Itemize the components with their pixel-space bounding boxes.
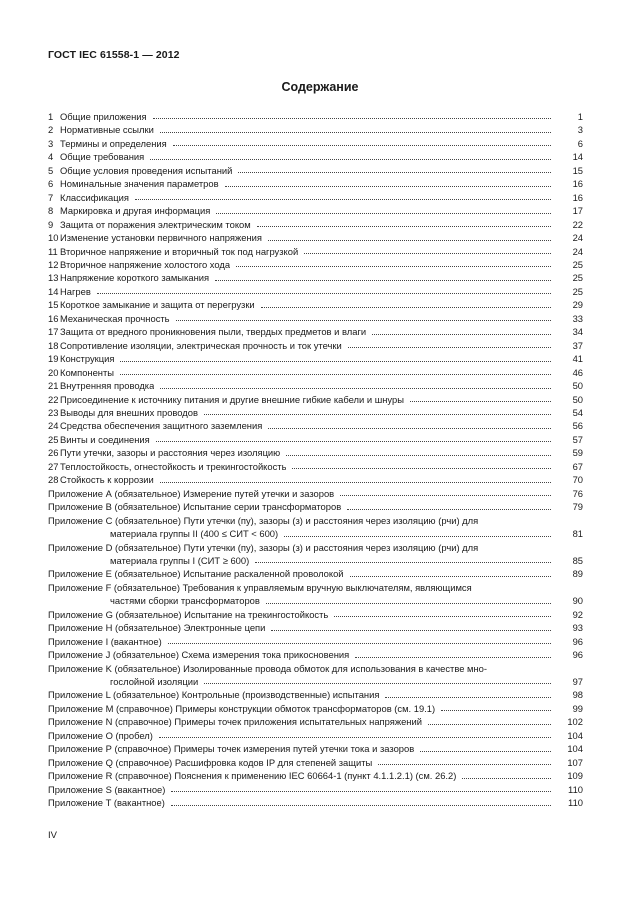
toc-leader-dots [350, 566, 551, 577]
toc-leader-dots [292, 458, 551, 469]
toc-leader-dots [257, 216, 551, 227]
toc-leader-dots [168, 633, 551, 644]
toc-leader-dots [171, 795, 551, 806]
toc-leader-dots [268, 418, 551, 429]
toc-appendix-title: Приложение N (справочное) Примеры точек приложения испытательных напряжений [48, 716, 422, 728]
toc-entry-number: 21 [48, 380, 59, 392]
toc-leader-dots [428, 714, 551, 725]
toc-appendix-title: Приложение Р (справочное) Примеры точек измерения путей утечки тока и зазоров [48, 743, 415, 755]
toc-entry-title: Нагрев [60, 285, 91, 297]
toc-entry-number: 1 [48, 111, 54, 122]
toc-leader-dots [268, 230, 551, 241]
toc-entry-title: Защита от вредного проникновения пыли, твердых предметов и влаги [60, 326, 367, 338]
toc-appendix-page: 98 [572, 689, 583, 701]
toc-entry-number: 11 [48, 245, 58, 257]
toc-appendix[interactable] [48, 500, 583, 513]
toc-entry-page: 1 [577, 111, 583, 122]
toc-appendix-title: Приложение Т (вакантное) [48, 797, 165, 809]
toc-entry-number: 14 [48, 285, 59, 297]
toc-entry-number: 9 [48, 218, 54, 230]
toc-entry-page: 34 [572, 326, 583, 338]
toc-appendix-title: Приложение С (обязательное) Пути утечки (пу), зазоры (з) и расстояния через изоляцию (рчи) для [48, 514, 479, 526]
toc-entry-page: 17 [572, 205, 583, 217]
toc-leader-dots [204, 673, 551, 684]
toc-appendix-title: Приложение F (обязательное) Требования к управляемым вручную выключателям, являющимся [48, 581, 472, 593]
toc-appendix-title: Приложение I (вакантное) [48, 635, 162, 647]
toc-leader-dots [372, 324, 551, 335]
toc-entry-page: 22 [572, 218, 583, 230]
toc-appendix-title: Приложение L (обязательное) Контрольные (производственные) испытания [48, 689, 380, 701]
toc-entry-number: 18 [48, 339, 59, 351]
toc-entry-title: Общие приложения [60, 111, 147, 122]
toc-appendix-title-cont: материала группы I (СИТ ≥ 600) [110, 554, 250, 566]
toc-entry-title: Средства обеспечения защитного заземления [60, 420, 263, 432]
toc-entry-page: 50 [572, 380, 583, 392]
toc-appendix-title: Приложение S (вакантное) [48, 783, 166, 795]
toc-leader-dots [160, 122, 551, 133]
toc-entry-number: 22 [48, 393, 59, 405]
toc-appendix-page: 104 [567, 743, 583, 755]
toc-leader-dots [441, 700, 551, 711]
toc-leader-dots [225, 176, 551, 187]
toc-appendix-title-cont: материала группы II (400 ≤ СИТ < 600) [110, 528, 279, 540]
toc-appendix-page: 93 [572, 622, 583, 634]
toc-appendix[interactable] [48, 648, 583, 661]
toc-appendix[interactable] [48, 514, 583, 541]
toc-entry-page: 25 [572, 272, 583, 284]
toc-entry-number: 26 [48, 447, 59, 459]
toc-appendix-title-cont: гослойной изоляции [110, 676, 199, 688]
toc-entry-title: Общие условия проведения испытаний [60, 164, 233, 176]
toc-leader-dots [304, 243, 551, 254]
toc-appendix-page: 79 [572, 501, 583, 513]
toc-entry-number: 28 [48, 474, 59, 486]
toc-leader-dots [160, 472, 551, 483]
toc-leader-dots [156, 431, 551, 442]
toc-appendix-continuation [48, 527, 583, 540]
toc-entry-page: 25 [572, 258, 583, 270]
toc-entry-page: 41 [572, 353, 583, 365]
toc-entry-page: 50 [572, 393, 583, 405]
table-of-contents [48, 110, 583, 810]
toc-entry-title: Пути утечки, зазоры и расстояния через изоляцию [60, 447, 281, 459]
toc-leader-dots [410, 391, 551, 402]
toc-appendix[interactable] [48, 567, 583, 580]
toc-entry-page: 46 [572, 366, 583, 378]
toc-entry-title: Механическая прочность [60, 312, 170, 324]
toc-appendix-page: 102 [567, 716, 583, 728]
toc-leader-dots [271, 620, 551, 631]
toc-leader-dots [159, 727, 551, 738]
toc-entry-title: Теплостойкость, огнестойкость и трекингостойкость [60, 460, 287, 472]
toc-appendix-page: 92 [572, 608, 583, 620]
toc-appendix-page: 104 [567, 729, 583, 741]
toc-entry-page: 14 [572, 151, 583, 163]
toc-appendix-page: 110 [568, 783, 583, 795]
toc-entry-number: 12 [48, 258, 59, 270]
toc-appendix-page: 90 [572, 595, 583, 607]
toc-appendix-page: 110 [568, 797, 583, 809]
toc-appendix-title: Приложение J (обязательное) Схема измерения тока прикосновения [48, 649, 350, 661]
toc-entry-number: 25 [48, 433, 59, 445]
toc-leader-dots [462, 768, 551, 779]
toc-leader-dots [348, 337, 551, 348]
toc-leader-dots [355, 647, 551, 658]
toc-entry-number: 3 [48, 137, 54, 149]
toc-entry-title: Конструкция [60, 353, 115, 365]
toc-entry-number: 23 [48, 406, 59, 418]
toc-entry-number: 7 [48, 191, 54, 203]
toc-entry-number: 17 [48, 326, 59, 338]
toc-appendix-page: 99 [572, 702, 583, 714]
toc-appendix-page: 97 [572, 676, 583, 688]
toc-entry-page: 57 [572, 433, 583, 445]
toc-entry-title: Короткое замыкание и защита от перегрузки [60, 299, 255, 311]
toc-leader-dots [238, 162, 551, 173]
toc-entry-title: Винты и соединения [60, 433, 150, 445]
toc-leader-dots [340, 485, 551, 496]
toc-entry-number: 2 [48, 124, 54, 136]
toc-entry-page: 15 [572, 164, 583, 176]
toc-entry-title: Термины и определения [60, 137, 167, 149]
toc-appendix-title: Приложение R (справочное) Пояснения к применению IEC 60664-1 (пункт 4.1.1.2.1) (см. 26.2) [48, 770, 457, 782]
toc-entry-page: 16 [572, 178, 583, 190]
toc-entry-number: 8 [48, 205, 54, 217]
toc-appendix-title: Приложение В (обязательное) Испытание серии трансформаторов [48, 501, 342, 513]
toc-leader-dots [284, 526, 551, 537]
toc-entry-title: Внутренняя проводка [60, 380, 155, 392]
toc-leader-dots [266, 593, 551, 604]
toc-entry-number: 20 [48, 366, 59, 378]
toc-appendix-page: 81 [572, 528, 583, 540]
toc-leader-dots [120, 364, 551, 375]
toc-entry-title: Сопротивление изоляции, электрическая прочность и ток утечки [60, 339, 342, 351]
toc-entry-page: 70 [572, 474, 583, 486]
toc-entry-page: 29 [572, 299, 583, 311]
toc-leader-dots [204, 404, 551, 415]
toc-appendix[interactable] [48, 796, 583, 809]
toc-appendix-page: 96 [572, 635, 583, 647]
toc-entry-title: Защита от поражения электрическим током [60, 218, 251, 230]
toc-appendix-title: Приложение Н (обязательное) Электронные цепи [48, 622, 266, 634]
toc-entry-number: 19 [48, 353, 59, 365]
toc-leader-dots [420, 741, 551, 752]
toc-appendix[interactable] [48, 581, 583, 608]
toc-entry-title: Стойкость к коррозии [60, 474, 154, 486]
toc-leader-dots [176, 310, 551, 321]
toc-entry-number: 6 [48, 178, 54, 190]
toc-entry-page: 24 [572, 245, 583, 257]
toc-entry-title: Напряжение короткого замыкания [60, 272, 210, 284]
toc-leader-dots [97, 283, 551, 294]
toc-leader-dots [261, 297, 551, 308]
toc-entry-number: 16 [48, 312, 59, 324]
toc-appendix-page: 107 [567, 756, 583, 768]
toc-entry-title: Выводы для внешних проводов [60, 406, 198, 418]
toc-appendix-title: Приложение А (обязательное) Измерение путей утечки и зазоров [48, 487, 335, 499]
toc-entry-page: 67 [572, 460, 583, 472]
toc-leader-dots [216, 203, 551, 214]
toc-entry-number: 13 [48, 272, 59, 284]
toc-entry-page: 59 [572, 447, 583, 459]
toc-entry-number: 5 [48, 164, 54, 176]
toc-leader-dots [215, 270, 551, 281]
toc-entry-title: Классификация [60, 191, 129, 203]
toc-leader-dots [171, 781, 551, 792]
toc-appendix-title: Приложение М (справочное) Примеры конструкции обмоток трансформаторов (см. 19.1) [48, 702, 436, 714]
toc-appendix-title: Приложение О (пробел) [48, 729, 153, 741]
toc-leader-dots [286, 445, 551, 456]
toc-appendix-title: Приложение G (обязательное) Испытание на трекингостойкость [48, 608, 329, 620]
toc-entry-page: 24 [572, 232, 583, 244]
page-title: Содержание [281, 80, 359, 94]
toc-leader-dots [153, 108, 551, 119]
toc-appendix[interactable] [48, 662, 583, 689]
document-header: ГОСТ IEC 61558-1 — 2012 [48, 49, 180, 61]
toc-appendix-title: Приложение D (обязательное) Пути утечки (пу), зазоры (з) и расстояния через изоляцию (рчи) для [48, 541, 479, 553]
toc-entry-number: 27 [48, 460, 59, 472]
toc-entry-number: 15 [48, 299, 59, 311]
toc-appendix-title-cont: частями сборки трансформаторов [110, 595, 260, 607]
toc-leader-dots [173, 135, 551, 146]
toc-leader-dots [150, 149, 551, 160]
toc-leader-dots [334, 606, 551, 617]
toc-entry-title: Маркировка и другая информация [60, 205, 211, 217]
toc-entry-page: 6 [577, 137, 583, 149]
toc-appendix-page: 76 [572, 487, 583, 499]
toc-appendix-page: 85 [572, 554, 583, 566]
toc-entry-title: Номинальные значения параметров [60, 178, 219, 190]
toc-leader-dots [255, 552, 551, 563]
toc-appendix-page: 96 [572, 649, 583, 661]
toc-entry-page: 56 [572, 420, 583, 432]
toc-entry-title: Вторичное напряжение и вторичный ток под нагрузкой [60, 245, 299, 257]
toc-entry-title: Компоненты [60, 366, 115, 378]
toc-entry-page: 25 [572, 285, 583, 297]
toc-entry-title: Вторичное напряжение холостого хода [60, 258, 231, 270]
toc-appendix[interactable] [48, 541, 583, 568]
toc-entry-number: 4 [48, 151, 54, 163]
toc-entry-page: 37 [572, 339, 583, 351]
toc-entry-page: 33 [572, 312, 583, 324]
toc-entry-number: 24 [48, 420, 59, 432]
toc-entry-title: Нормативные ссылки [60, 124, 154, 136]
toc-appendix-title: Приложение Е (обязательное) Испытание раскаленной проволокой [48, 568, 344, 580]
page-number: IV [48, 830, 57, 841]
toc-appendix-title: Приложение Q (справочное) Расшифровка кодов IP для степеней защиты [48, 756, 373, 768]
toc-entry-title: Присоединение к источнику питания и другие внешние гибкие кабели и шнуры [60, 393, 404, 405]
toc-leader-dots [160, 378, 551, 389]
toc-entry-page: 3 [577, 124, 583, 136]
toc-entry-number: 10 [48, 232, 59, 244]
toc-appendix-page: 109 [567, 770, 583, 782]
toc-leader-dots [378, 754, 551, 765]
toc-entry-title: Изменение установки первичного напряжения [60, 232, 262, 244]
toc-leader-dots [120, 351, 551, 362]
toc-leader-dots [135, 189, 551, 200]
toc-leader-dots [236, 256, 551, 267]
toc-leader-dots [347, 499, 551, 510]
toc-entry-page: 16 [572, 191, 583, 203]
toc-leader-dots [385, 687, 551, 698]
toc-appendix-page: 89 [572, 568, 583, 580]
toc-entry-page: 54 [572, 406, 583, 418]
toc-entry-title: Общие требования [60, 151, 145, 163]
toc-appendix-title: Приложение K (обязательное) Изолированные провода обмоток для использования в качестве мно- [48, 662, 488, 674]
